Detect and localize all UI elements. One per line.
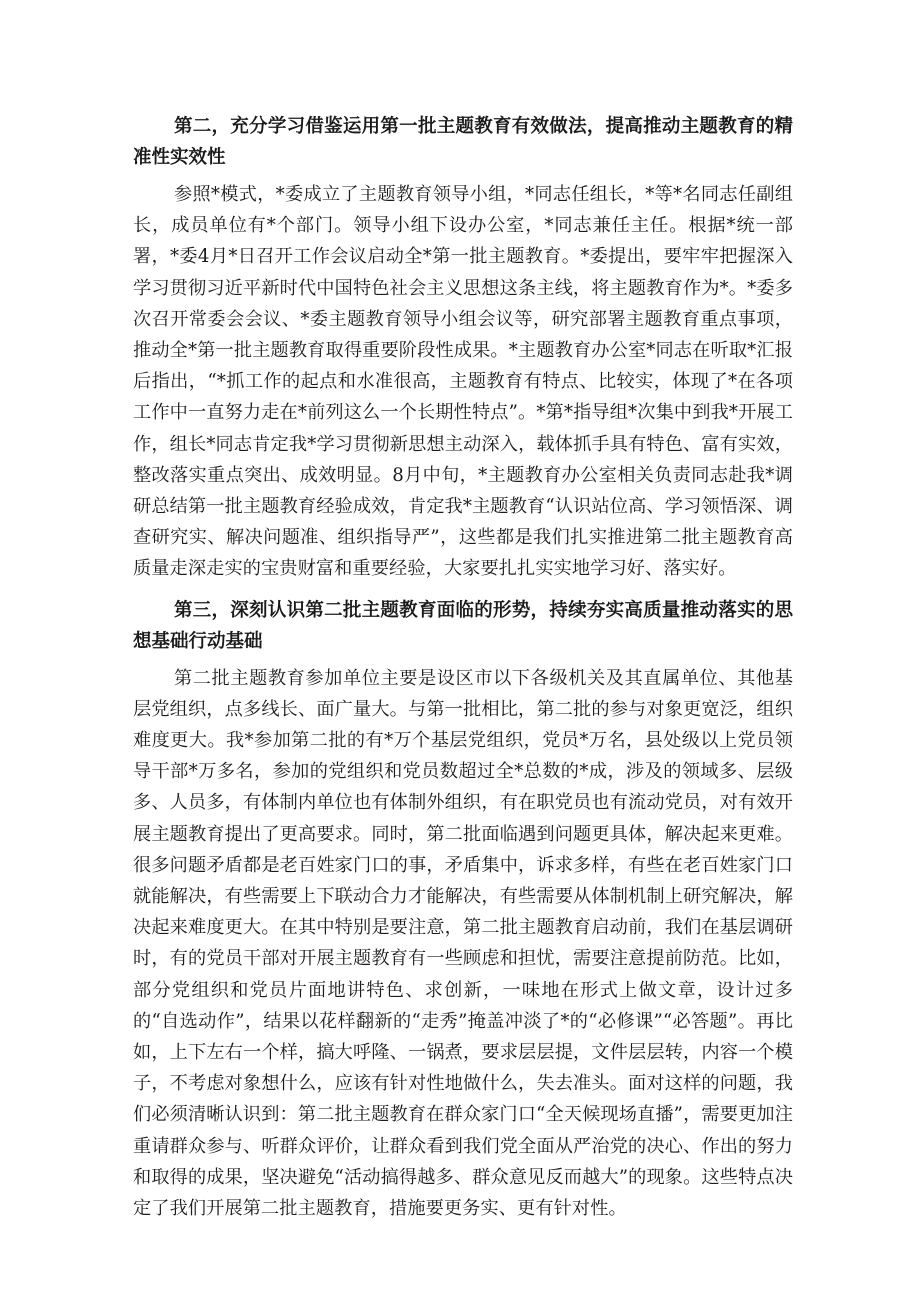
section-heading: 第三，深刻认识第二批主题教育面临的形势，持续夯实高质量推动落实的思想基础行动基础 (133, 599, 793, 652)
section-third (133, 595, 793, 1225)
section-paragraph: 参照*模式，*委成立了主题教育领导小组，*同志任组长，*等*名同志任副组长，成员单位有*个部门。领导小组下设办公室，*同志兼任主任。根据*统一部署，*委4月*日召开工作会议启动全*第一批主题教育。*委提出，要牢牢把握深入学习贯彻习近平新时代中国特色社会主义思想这条主线，将主题教育作为*。*委多次召开常委会会议、*委主题教育领导小组会议等，研究部署主题教育重点事项，推动全*第一批主题教育取得重要阶段性成果。*主题教育办公室*同志在听取*汇报后指出，“*抓工作的起点和水准很高，主题教育有特点、比较实，体现了*在各项工作中一直努力走在*前列这么一个长期性特点”。*第*指导组*次集中到我*开展工作，组长*同志肯定我*学习贯彻新思想主动深入，载体抓手具有特色、富有实效，整改落实重点突出、成效明显。8月中旬，*主题教育办公室相关负责同志赴我*调研总结第一批主题教育经验成效，肯定我*主题教育“认识站位高、学习领悟深、调查研究实、解决问题准、组织指导严”，这些都是我们扎实推进第二批主题教育高质量走深走实的宝贵财富和重要经验，大家要扎扎实实地学习好、落实好。 (133, 184, 793, 580)
section-second (133, 111, 793, 585)
section-heading: 第二，充分学习借鉴运用第一批主题教育有效做法，提高推动主题教育的精准性实效性 (133, 116, 793, 168)
section-paragraph: 第二批主题教育参加单位主要是设区市以下各级机关及其直属单位、其他基层党组织，点多线长、面广量大。与第一批相比，第二批的参与对象更宽泛，组织难度更大。我*参加第二批的有*万个基层党组织，党员*万名，县处级以上党员领导干部*万多名，参加的党组织和党员数超过全*总数的*成，涉及的领域多、层级多、人员多，有体制内单位也有体制外组织，有在职党员也有流动党员，对有效开展主题教育提出了更高要求。同时，第二批面临遇到问题更具体，解决起来更难。很多问题矛盾都是老百姓家门口的事，矛盾集中，诉求多样，有些在老百姓家门口就能解决，有些需要上下联动合力才能解决，有些需要从体制机制上研究解决，解决起来难度更大。在其中特别是要注意，第二批主题教育启动前，我们在基层调研时，有的党员干部对开展主题教育有一些顾虑和担忧，需要注意提前防范。比如，部分党组织和党员片面地讲特色、求创新，一味地在形式上做文章，设计过多的“自选动作”，结果以花样翻新的“走秀”掩盖冲淡了*的“必修课”“必答题”。再比如，上下左右一个样，搞大呼隆、一锅煮，要求层层提，文件层层转，内容一个模子，不考虑对象想什么，应该有针对性地做什么，失去准头。面对这样的问题，我们必须清晰认识到：第二批主题教育在群众家门口“全天候现场直播”，需要更加注重请群众参与、听群众评价，让群众看到我们党全面从严治党的决心、作出的努力和取得的成果，坚决避免“活动搞得越多、群众意见反而越大”的现象。这些特点决定了我们开展第二批主题教育，措施要更务实、更有针对性。 (133, 667, 793, 1220)
document-page (133, 111, 793, 1234)
